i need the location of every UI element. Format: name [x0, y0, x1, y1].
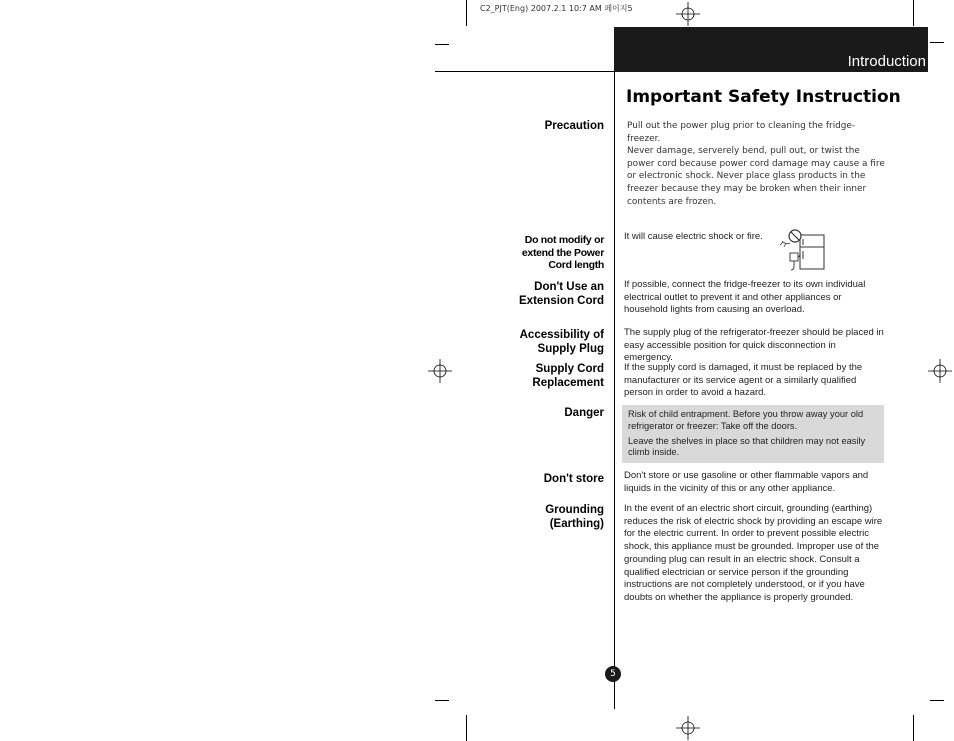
crop-mark: [435, 44, 449, 45]
crop-mark: [466, 715, 467, 741]
section-title: Introduction: [847, 53, 926, 70]
text-extension-cord: If possible, connect the fridge-freezer to its own individual electrical outlet to prevent it and other appliances or household lights from causing an overload.: [624, 279, 866, 316]
registration-mark-icon: [676, 716, 700, 740]
label-supply-cord: Supply Cord Replacement: [532, 363, 604, 389]
precaution-paragraph: Pull out the power plug prior to cleaning the fridge-freezer.: [627, 121, 856, 144]
crop-mark: [930, 42, 944, 43]
crop-mark: [913, 0, 914, 26]
page-number: 5: [605, 666, 621, 682]
crop-mark: [930, 700, 944, 701]
print-slug: C2_PJT(Eng) 2007.2.1 10:7 AM 페이지5: [480, 4, 633, 13]
label-danger: Danger: [564, 407, 604, 419]
text-accessibility: The supply plug of the refrigerator-freezer should be placed in easy accessible position for quick disconnection in emergency.: [624, 327, 884, 364]
precaution-paragraph: Never damage, serverely bend, pull out, or twist the power cord because power cord damage may cause a fire or electronic shock. Never place glass products in the freezer because they may be broken when their inner contents are frozen.: [627, 146, 885, 207]
center-divider: [614, 27, 615, 709]
label-grounding: Grounding (Earthing): [545, 504, 604, 530]
text-dont-store: Don't store or use gasoline or other flammable vapors and liquids in the vicinity of this or any other appliance.: [624, 470, 869, 494]
crop-mark: [913, 715, 914, 741]
top-rule: [435, 71, 614, 72]
registration-mark-icon: [928, 359, 952, 383]
text-supply-cord: If the supply cord is damaged, it must be replaced by the manufacturer or its service agent or a similarly qualified person in order to avoid a hazard.: [624, 362, 863, 399]
crop-mark: [435, 700, 449, 701]
text-grounding: In the event of an electric short circuit, grounding (earthing) reduces the risk of electric shock by providing an escape wire for the electric current. In order to prevent possible electric shock, this appliance must be grounded. Improper use of the grounding plug can result in an electric shock. Consult a qualified electrician or service person if the grounding instructions are not completely understood, or if you have doubts on whether the appliance is properly grounded.: [624, 503, 883, 603]
precaution-text: [627, 120, 887, 208]
text-do-not-modify: It will cause electric shock or fire.: [624, 231, 763, 242]
label-extension-cord: Don't Use an Extension Cord: [519, 281, 604, 307]
fridge-warning-icon: [778, 227, 826, 273]
label-precaution: Precaution: [544, 120, 604, 132]
text-danger: Risk of child entrapment. Before you throw away your old refrigerator or freezer: Take off the doors. Leave the shelves in place so that children may not easily climb inside.: [628, 409, 866, 458]
label-accessibility: Accessibility of Supply Plug: [519, 329, 604, 355]
page-heading: Important Safety Instruction: [626, 87, 901, 107]
crop-mark: [466, 0, 467, 26]
label-do-not-modify: Do not modify or extend the Power Cord length: [521, 234, 604, 271]
registration-mark-icon: [676, 2, 700, 26]
label-dont-store: Don't store: [543, 473, 604, 485]
